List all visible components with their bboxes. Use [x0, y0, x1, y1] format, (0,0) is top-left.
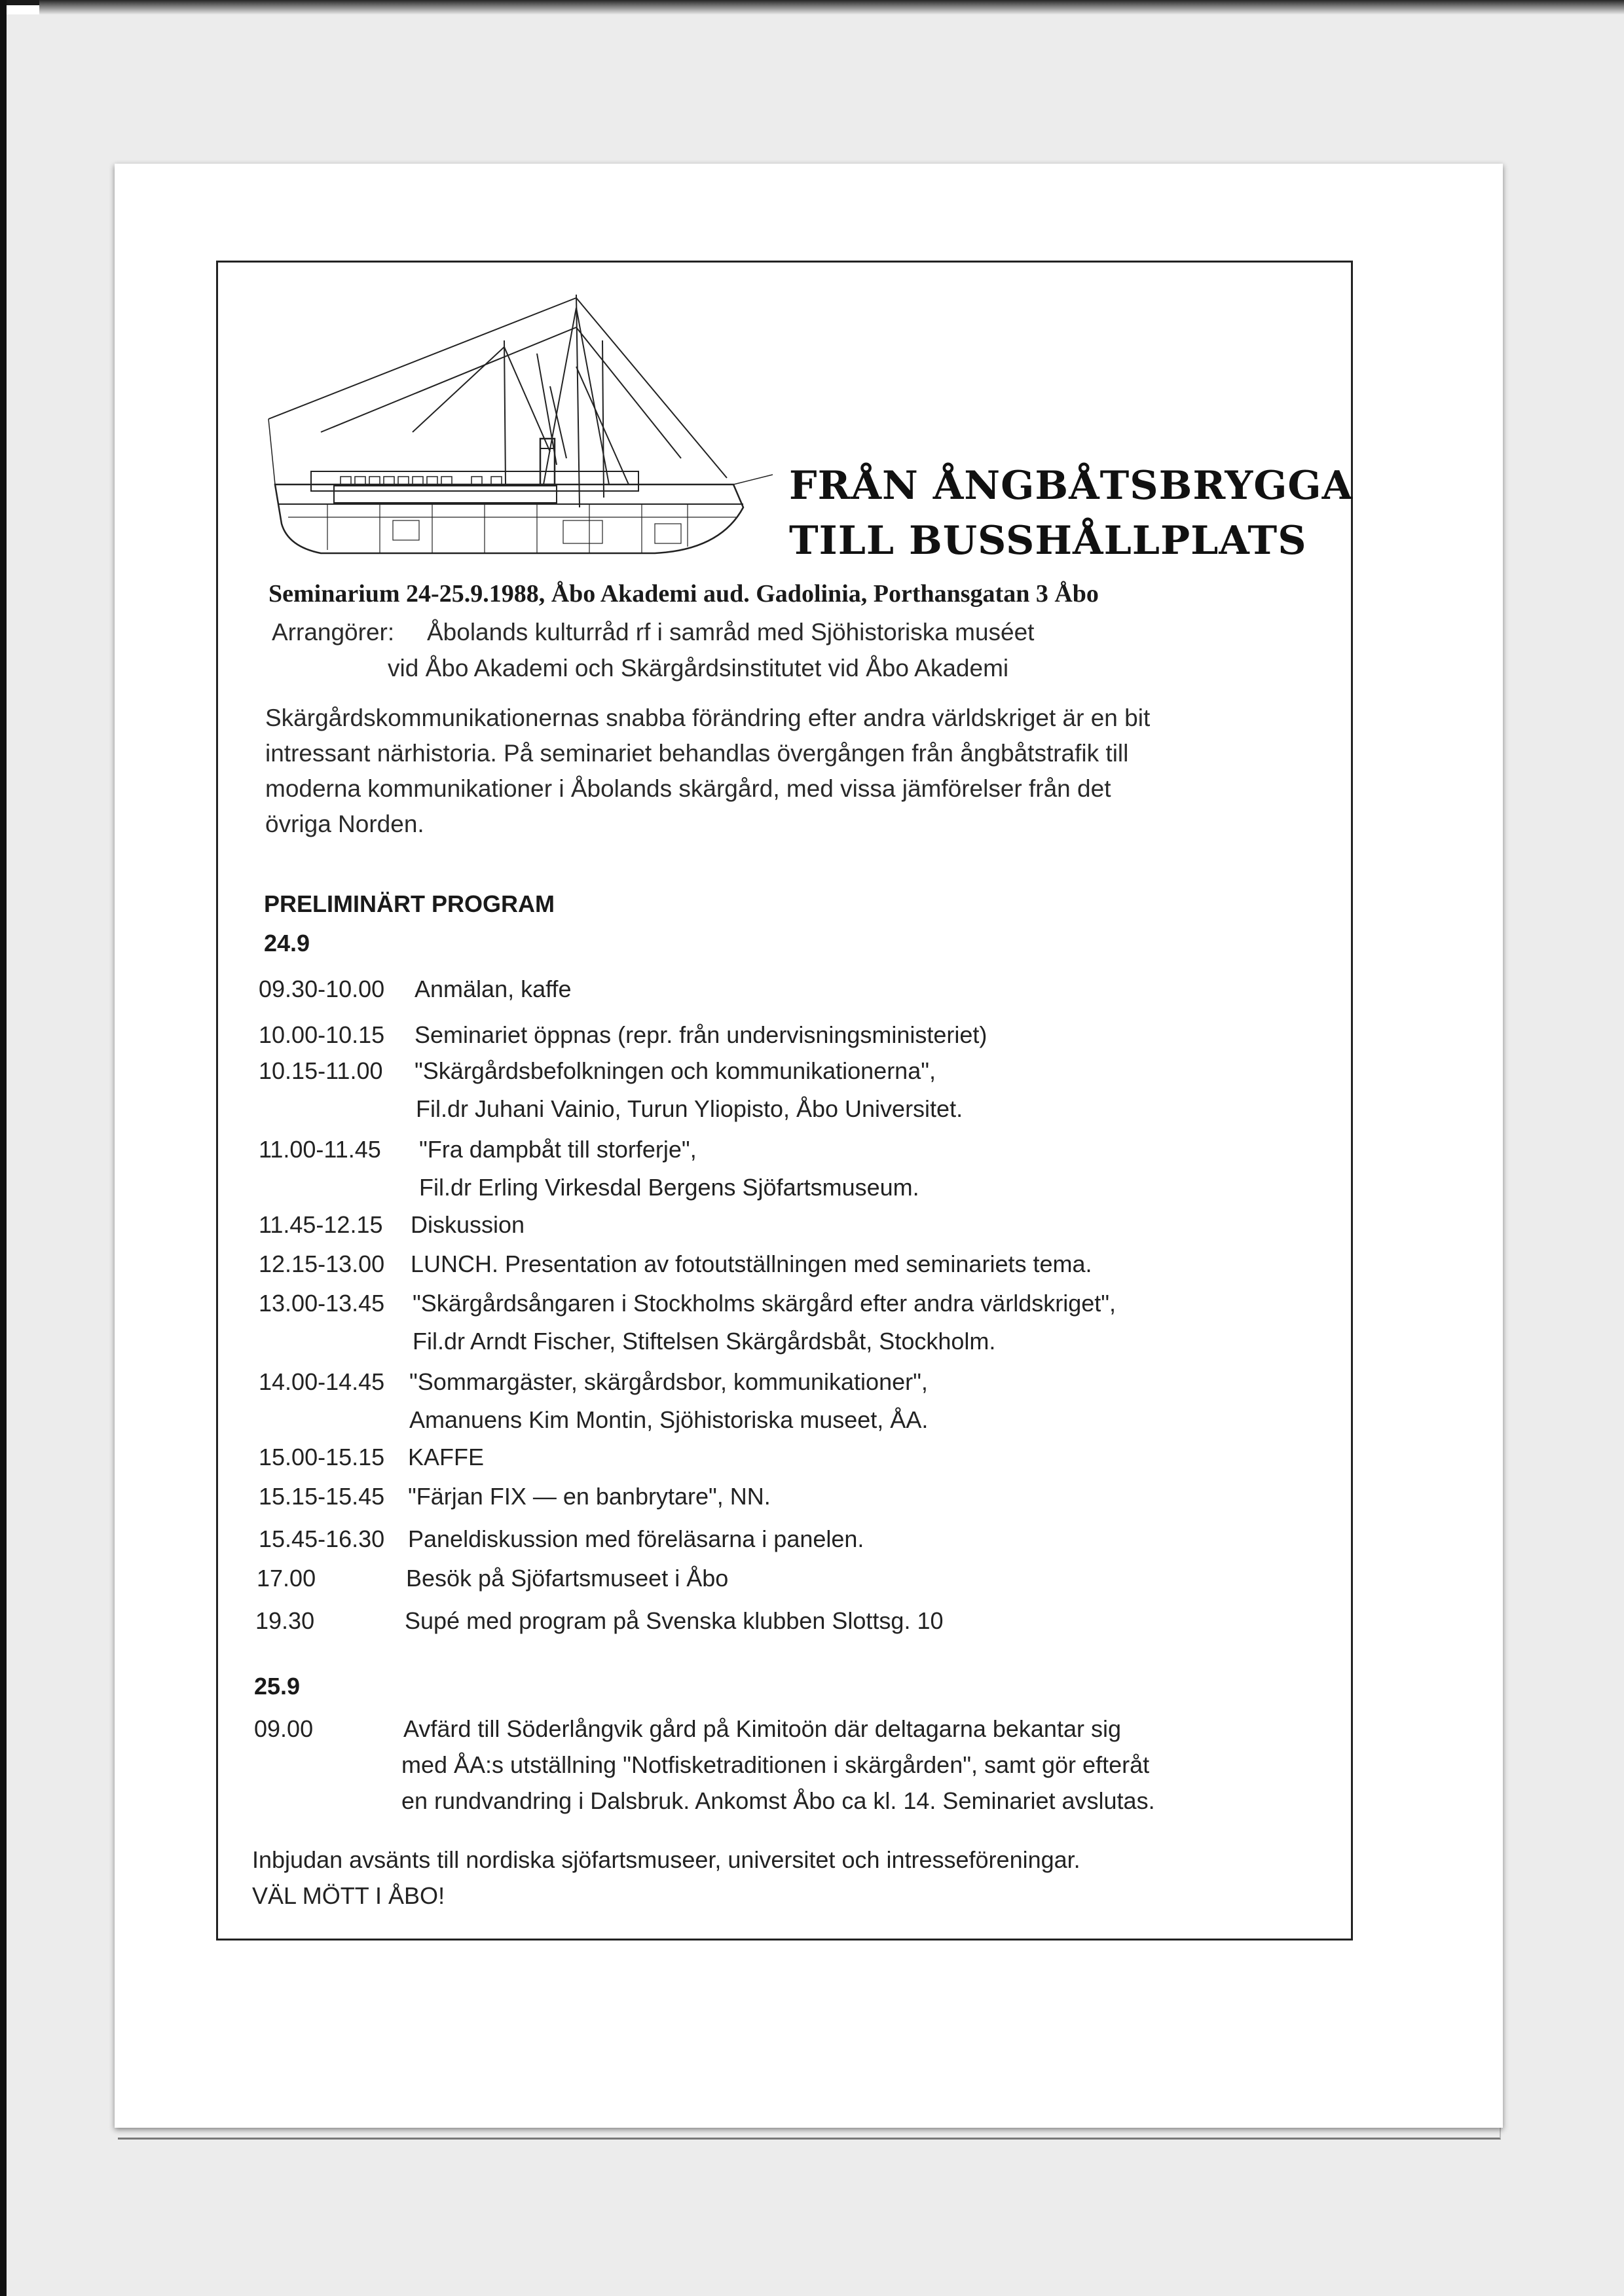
day-1-label: 24.9: [264, 930, 310, 957]
invitation-note: Inbjudan avsänts till nordiska sjöfartsmuseer, universitet och intresseföreningar.: [252, 1846, 1080, 1873]
schedule-speaker: Amanuens Kim Montin, Sjöhistoriska museet, ÅA.: [409, 1406, 929, 1433]
intro-line: övriga Norden.: [265, 811, 424, 837]
steamship-illustration: [262, 288, 779, 563]
schedule-text: Paneldiskussion med föreläsarna i panelen.: [408, 1525, 864, 1552]
schedule-speaker: Fil.dr Juhani Vainio, Turun Yliopisto, Åbo Universitet.: [416, 1095, 963, 1122]
program-heading: PRELIMINÄRT PROGRAM: [264, 890, 555, 917]
intro-paragraph: [265, 701, 1150, 842]
schedule-time: 09.30-10.00: [259, 975, 385, 1002]
schedule-time: 19.30: [255, 1607, 315, 1634]
organizers-label: Arrangörer:: [272, 619, 395, 646]
scan-top-shadow: [39, 0, 1624, 14]
intro-line: Skärgårdskommunikationernas snabba förändring efter andra världskriget är en bit: [265, 704, 1151, 731]
schedule-text: "Färjan FIX — en banbrytare", NN.: [408, 1483, 771, 1510]
title-line-1: FRÅN ÅNGBÅTSBRYGGA: [789, 463, 1354, 509]
intro-line: moderna kommunikationer i Åbolands skärgård, med vissa jämförelser från det: [265, 775, 1111, 802]
schedule-speaker: Fil.dr Erling Virkesdal Bergens Sjöfartsmuseum.: [419, 1174, 919, 1201]
intro-line: intressant närhistoria. På seminariet behandlas övergången från ångbåtstrafik till: [265, 740, 1129, 767]
schedule-text: med ÅA:s utställning "Notfisketraditionen i skärgården", samt gör efteråt: [401, 1751, 1150, 1778]
schedule-text: Besök på Sjöfartsmuseet i Åbo: [406, 1565, 729, 1592]
schedule-text: KAFFE: [408, 1444, 485, 1470]
schedule-time: 09.00: [254, 1715, 314, 1742]
schedule-time: 17.00: [257, 1565, 316, 1592]
document-title: [789, 458, 1354, 568]
scan-left-edge: [0, 0, 7, 2296]
schedule-text: Anmälan, kaffe: [415, 975, 572, 1002]
schedule-time: 11.45-12.15: [259, 1211, 383, 1238]
schedule-time: 15.00-15.15: [259, 1444, 385, 1470]
schedule-text: Supé med program på Svenska klubben Slottsg. 10: [405, 1607, 944, 1634]
title-line-2: TILL BUSSHÅLLPLATS: [789, 518, 1307, 564]
seminar-info: Seminarium 24-25.9.1988, Åbo Akademi aud. Gadolinia, Porthansgatan 3 Åbo: [268, 580, 1099, 608]
organizers-line-1: Åbolands kulturråd rf i samråd med Sjöhistoriska muséet: [427, 619, 1035, 646]
schedule-time: 13.00-13.45: [259, 1290, 385, 1317]
schedule-time: 14.00-14.45: [259, 1368, 385, 1395]
schedule-time: 11.00-11.45: [259, 1136, 381, 1163]
schedule-time: 10.15-11.00: [259, 1057, 383, 1084]
schedule-time: 15.15-15.45: [259, 1483, 385, 1510]
schedule-text: "Sommargäster, skärgårdsbor, kommunikationer",: [409, 1368, 928, 1395]
organizers-line-2: vid Åbo Akademi och Skärgårdsinstitutet vid Åbo Akademi: [388, 655, 1009, 682]
schedule-text: Diskussion: [411, 1211, 525, 1238]
schedule-time: 12.15-13.00: [259, 1250, 385, 1277]
schedule-text: Seminariet öppnas (repr. från undervisningsministeriet): [415, 1021, 987, 1048]
schedule-text: Avfärd till Söderlångvik gård på Kimitoön där deltagarna bekantar sig: [403, 1715, 1121, 1742]
schedule-text: "Fra dampbåt till storferje",: [419, 1136, 697, 1163]
schedule-text: LUNCH. Presentation av fotoutställningen med seminariets tema.: [411, 1250, 1092, 1277]
schedule-time: 10.00-10.15: [259, 1021, 385, 1048]
schedule-time: 15.45-16.30: [259, 1525, 385, 1552]
schedule-text: en rundvandring i Dalsbruk. Ankomst Åbo ca kl. 14. Seminariet avslutas.: [401, 1787, 1155, 1814]
schedule-text: "Skärgårdsbefolkningen och kommunikationerna",: [415, 1057, 936, 1084]
day-2-label: 25.9: [254, 1673, 301, 1700]
schedule-text: "Skärgårdsångaren i Stockholms skärgård efter andra världskriget",: [413, 1290, 1116, 1317]
closing-greeting: VÄL MÖTT I ÅBO!: [252, 1882, 445, 1909]
schedule-speaker: Fil.dr Arndt Fischer, Stiftelsen Skärgårdsbåt, Stockholm.: [413, 1328, 996, 1355]
